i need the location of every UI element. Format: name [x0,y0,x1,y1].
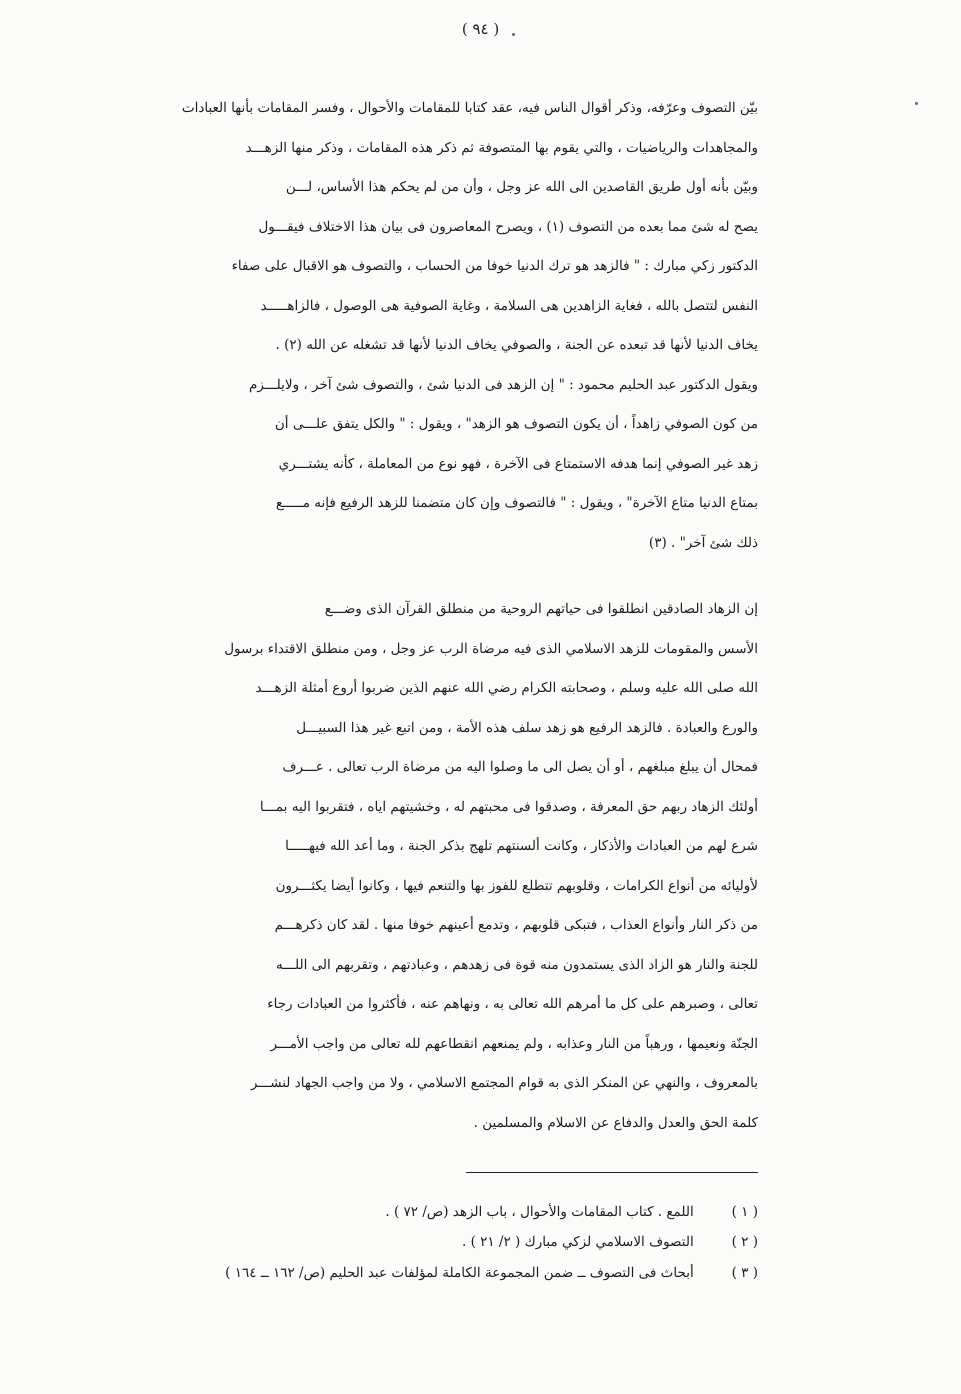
paragraph-2-line: للجنة والنار هو الزاد الذى يستمدون منه قوة فى زهدهم ، وعبادتهم ، وتقربهم الى اللـــه [275,956,758,973]
paragraph-2-line: شرع لهم من العبادات والأذكار ، وكانت ألسنتهم تلهج بذكر الجنة ، وما أعد الله فيهـــــا [285,838,758,854]
paragraph-1-line: يخاف الدنيا لأنها قد تبعده عن الجنة ، والصوفي يخاف الدنيا لأنها قد تشغله عن الله (٢) . [275,337,758,353]
paragraph-2-line: بالمعروف ، والنهي عن المنكر الذى به قوام المجتمع الاسلامي ، ولا من واجب الجهاد لنشـــر [250,1075,758,1091]
paragraph-2-line: تعالى ، وصبرهم على كل ما أمرهم الله تعالى به ، ونهاهم عنه ، فأكثروا من العبادات رجاء [267,996,758,1012]
paragraph-2-line: من ذكر النار وأنواع العذاب ، فتبكى قلوبهم ، وتدمع أعينهم خوفا منها . لقد كان ذكرهـــم [274,917,758,933]
paragraph-1-line: يصح له شئ مما بعده من التصوف (١) ، ويصرح المعاصرون فى بيان هذا الاختلاف فيقـــول [258,218,758,235]
paragraph-1-line: النفس لتتصل بالله ، فغاية الزاهدين هى السلامة ، وغاية الصوفية هى الوصول ، فالزاهـــــد [260,297,758,314]
paragraph-1-line: من كون الصوفي زاهداً ، أن يكون التصوف هو الزهد" ، ويقول : " والكل يتفق علـــى أن [274,416,758,432]
paragraph-2-line: كلمة الحق والعدل والدفاع عن الاسلام والمسلمين . [473,1114,758,1131]
footnote-text: اللمع . كتاب المقامات والأحوال ، باب الزهد (ص/ ٧٢ ) . [385,1204,694,1220]
paragraph-2-line: إن الزهاد الصادقين انطلقوا فى حياتهم الروحية من منطلق القرآن الذى وضـــع [324,601,758,617]
paragraph-2-line: لأوليائه من أنواع الكرامات ، وقلوبهم تتطلع للفوز بها والتنعم فيها ، وكانوا أيضا يكثـــرون [275,877,758,894]
paragraph-1-line: زهد غير الصوفي إنما هدفه الاستمتاع فى الآخرة ، فهو نوع من المعاملة ، كأنه يشتـــري [278,455,758,472]
footnote-number: ( ١ ) [731,1204,758,1220]
footnote-3 [96,1258,758,1288]
paragraph-1-line: والمجاهدات والرياضيات ، والتي يقوم بها المتصوفة ثم ذكر هذه المقامات ، وذكر منها الزهـــد [245,139,758,156]
footnote-2 [96,1227,758,1257]
paragraph-2-line: الجنّة ونعيمها ، ورهباً من النار وعذابه ، ولم يمنعهم انقطاعهم لله تعالى من واجب الأمـــر [270,1035,758,1052]
paragraph-2 [102,590,758,1143]
footnote-1 [96,1197,758,1227]
paragraph-2-line: فمحال أن يبلغ مبلغهم ، أو أن يصل الى ما وصلوا اليه من مرضاة الرب تعالى . عـــرف [282,759,758,775]
paragraph-1-line: بمتاع الدنيا متاع الآخرة" ، ويقول : " فالتصوف وإن كان متضمنا للزهد الرفيع فإنه مـــــع [275,495,758,511]
paragraph-1 [102,89,758,563]
footnote-text: أبحاث فى التصوف ــ ضمن المجموعة الكاملة لمؤلفات عبد الحليم (ص/ ١٦٢ ــ ١٦٤ ) [225,1265,694,1281]
scan-speck [915,102,918,105]
page-number: ( ٩٤ ) [461,20,500,38]
paragraph-1-line: بيّن التصوف وعرّفه، وذكر أقوال الناس فيه، عقد كتابا للمقامات والأحوال ، وفسر المقامات بأنها العبادات [181,100,758,116]
footnote-number: ( ٣ ) [731,1265,758,1281]
footnote-separator [466,1172,758,1173]
footnote-text: التصوف الاسلامي لزكي مبارك ( ٢/ ٢١ ) . [461,1234,694,1250]
paragraph-2-line: الأسس والمقومات للزهد الاسلامي الذى فيه مرضاة الرب عز وجل ، ومن منطلق الاقتداء برسول [224,640,758,657]
footnote-number: ( ٢ ) [731,1234,758,1250]
scan-speck [512,33,515,36]
paragraph-1-line: وبيّن بأنه أول طريق القاصدين الى الله عز وجل ، وأن من لم يحكم هذا الأساس، لـــن [285,179,758,195]
paragraph-2-line: أولئك الزهاد ربهم حق المعرفة ، وصدقوا فى محبتهم له ، وخشيتهم اياه ، فتقربوا اليه بمـــا [259,798,758,815]
paragraph-1-line: ذلك شئ آخر" . (٣) [648,534,758,551]
paragraph-1-line: ويقول الدكتور عبد الحليم محمود : " إن الزهد فى الدنيا شئ ، والتصوف شئ آخر ، ولايلـــزم [248,376,758,393]
paragraph-2-line: الله صلى الله عليه وسلم ، وصحابته الكرام رضي الله عنهم الذين ضربوا أروع أمثلة الزهـــد [255,680,758,696]
paragraph-1-line: الدكتور زكي مبارك : " فالزهد هو ترك الدنيا خوفا من الحساب ، والتصوف هو الاقبال على صفاء [231,258,758,274]
paragraph-2-line: والورع والعبادة . فالزهد الرفيع هو زهد سلف هذه الأمة ، ومن اتبع غير هذا السبيـــل [296,719,758,736]
